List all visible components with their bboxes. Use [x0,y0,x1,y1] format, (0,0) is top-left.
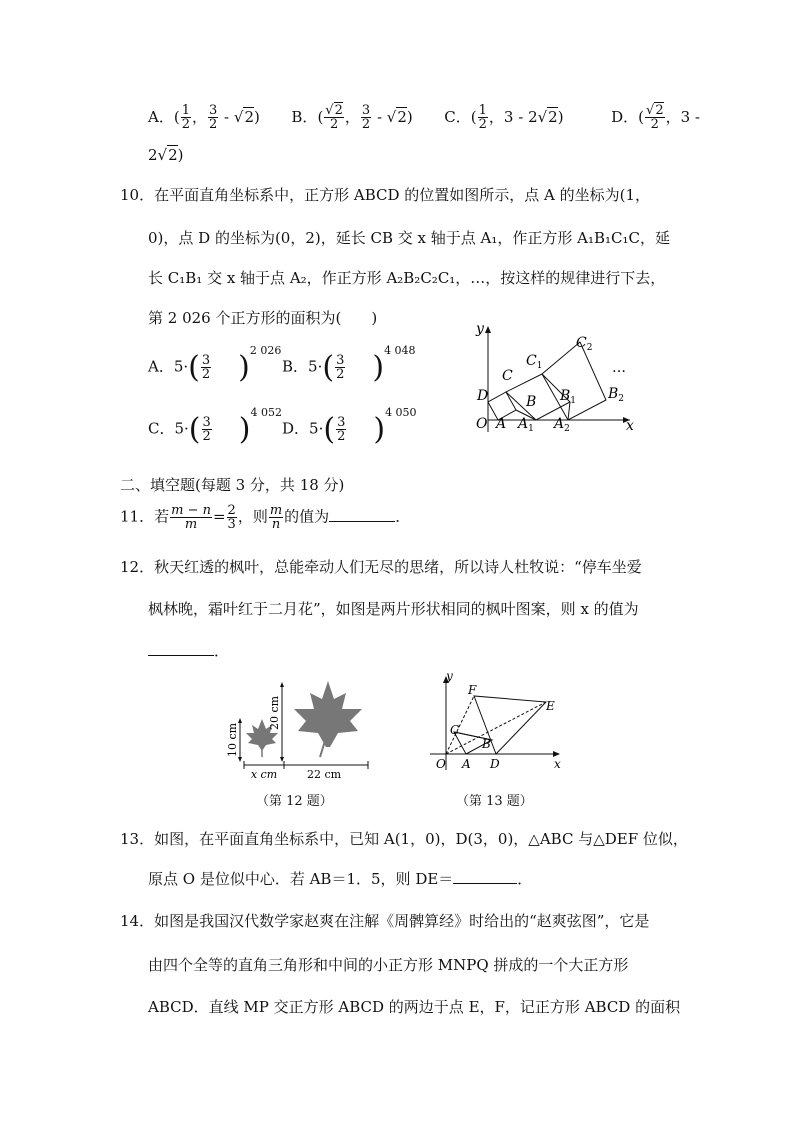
q10-option-a: A．5·( $\frac{3}{2}$ )$^{2 026}$ [148,343,282,385]
q9-options-line [148,104,700,131]
q10-fig-label-x: x [626,418,634,434]
q10-fig-label-b1: $B_1$ [560,388,577,406]
q13-fig-label-f: F [468,683,477,697]
q13-fig-label-c: C [450,723,460,737]
q10-fig-label-o: O [476,416,488,432]
q10-option-d: D．5·( $\frac{3}{2}$ )$^{4 050}$ [282,405,417,447]
q13-fig-label-b: B [482,737,491,751]
q12-line1: 12．秋天红透的枫叶，总能牵动人们无尽的思绪，所以诗人杜牧说：“停车坐爱 [120,558,642,576]
q12-caption: （第 12 题） [256,794,333,809]
q14-line2: 由四个全等的直角三角形和中间的小正方形 MNPQ 拼成的一个大正方形 [148,956,629,974]
maple-leaf-large-icon [294,681,362,757]
q12-line2: 枫林晚，霜叶红于二月花”，如图是两片形状相同的枫叶图案，则 x 的值为 [148,600,639,618]
q14-line1: 14．如图是我国汉代数学家赵爽在注解《周髀算经》时给出的“赵爽弦图”，它是 [120,912,650,930]
q14-line3: ABCD．直线 MP 交正方形 ABCD 的两边于点 E，F，记正方形 ABCD 的面积 [148,998,681,1016]
section2-title: 二、填空题(每题 3 分，共 18 分) [120,476,345,494]
q10-fig-label-c1: $C_1$ [526,353,543,371]
q12-answer-blank[interactable] [148,655,214,656]
q13-caption: （第 13 题） [456,794,533,809]
q9-option-d-continued: 2√2) [148,146,184,164]
q10-fig-label-c: C [502,368,513,384]
q12-fig-label-10cm: 10 cm [226,722,239,758]
q9-option-d: D．( $\frac{√2}{2}$ ，3 - [611,103,700,132]
q10-fig-label-a1: $A_1$ [518,416,534,434]
q9-option-c: C．( $\frac{1}{2}$ ，3 - 2√2) [444,103,569,132]
q10-option-b: B．5·( $\frac{3}{2}$ )$^{4 048}$ [282,343,416,385]
q9-option-b: B．( $\frac{√2}{2}$ ， $\frac{3}{2}$ - √2) [291,103,418,132]
q13-figure [426,672,566,774]
q13-answer-blank[interactable] [453,883,517,884]
q10-figure [470,320,650,438]
q12-figure [222,675,372,787]
q10-fig-label-b2: $B_2$ [608,386,625,404]
q13-line1: 13．如图，在平面直角坐标系中，已知 A(1，0)，D(3，0)，△ABC 与△DEF 位似， [120,830,688,848]
q13-fig-label-a: A [462,757,471,771]
q13-line2: 原点 O 是位似中心．若 AB＝1．5，则 DE＝ ． [148,870,533,888]
q13-fig-label-e: E [546,699,555,713]
q12-line3: ． [148,640,229,661]
q11-line: 11．若 $\frac{m - n}{m}$ = $\frac{2}{3}$ ，则 $\frac{m}{n}$ 的值为 ． [120,503,411,532]
q10-fig-label-dots: … [612,360,626,376]
q9-option-a: A．( $\frac{1}{2}$ ， $\frac{3}{2}$ - √2) [148,103,265,132]
q10-option-c: C．5·( $\frac{3}{2}$ )$^{4 052}$ [148,405,283,447]
q10-fig-label-c2: $C_2$ [576,335,593,353]
q10-line4: 第 2 026 个正方形的面积为( ) [148,309,378,327]
q11-answer-blank[interactable] [329,521,395,522]
q10-line2: 0)，点 D 的坐标为(0，2)，延长 CB 交 x 轴于点 A₁，作正方形 A₁B₁C₁C，延 [148,229,671,247]
q13-fig-label-d: D [490,757,500,771]
q10-fig-label-a2: $A_2$ [554,416,570,434]
q10-fig-label-a: A [496,416,507,432]
q10-fig-label-y: y [476,321,484,337]
q12-fig-label-22cm: 22 cm [306,768,342,781]
q10-line3: 长 C₁B₁ 交 x 轴于点 A₂，作正方形 A₂B₂C₂C₁，…，按这样的规律进行下去， [148,269,666,287]
q12-fig-label-x: x cm [250,768,278,781]
q13-fig-label-y: y [446,672,453,683]
q10-line1: 10．在平面直角坐标系中，正方形 ABCD 的位置如图所示，点 A 的坐标为(1， [120,186,651,204]
q10-fig-label-d: D [477,388,489,404]
q13-fig-label-x: x [554,757,561,771]
q12-fig-label-20cm: 20 cm [268,695,281,731]
q13-fig-label-o: O [436,757,446,771]
q10-fig-label-b: B [526,394,537,410]
